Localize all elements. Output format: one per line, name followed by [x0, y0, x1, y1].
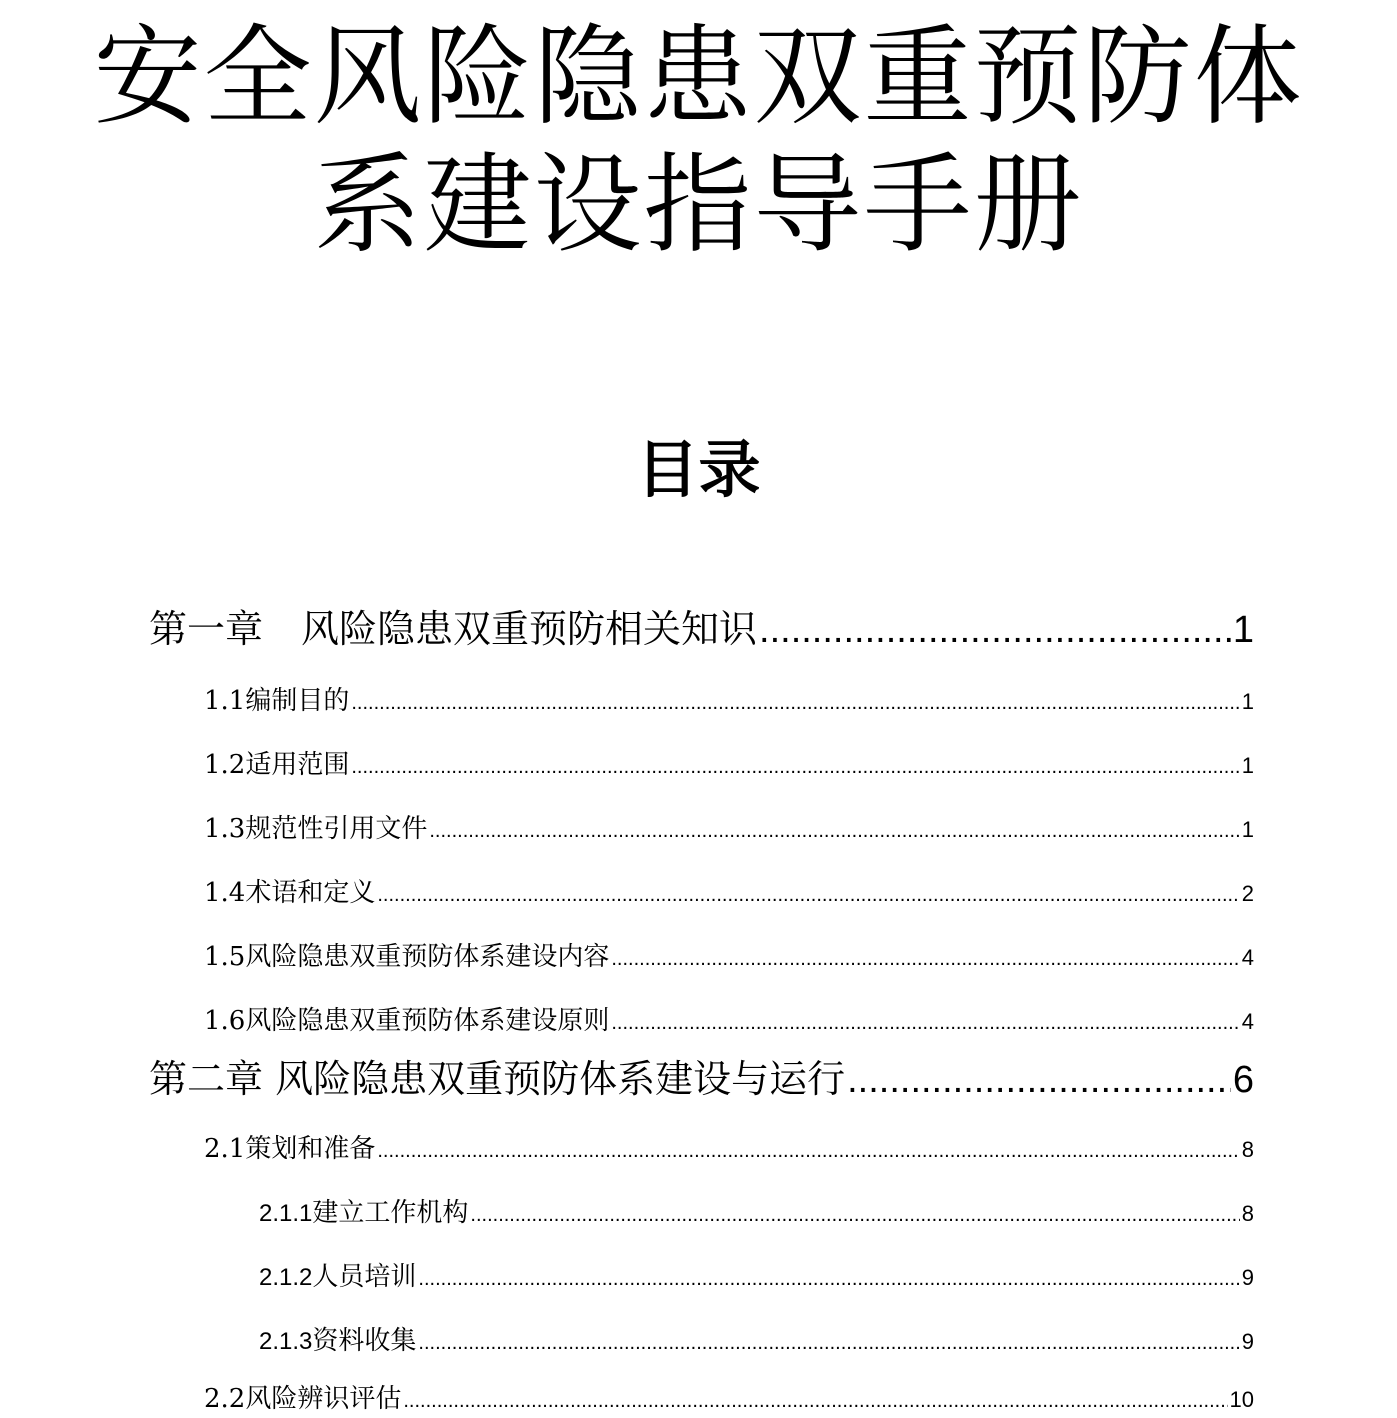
- toc-dot-leader: [429, 820, 1239, 843]
- toc-entry-page: 2: [1241, 881, 1254, 906]
- toc-entry-page: 9: [1241, 1265, 1254, 1290]
- toc-entry-page: 4: [1241, 945, 1254, 970]
- toc-entry-1-5[interactable]: [204, 936, 1254, 976]
- toc-entry-number: 2.2: [204, 1384, 246, 1414]
- toc-entry-page: 1: [1241, 817, 1254, 842]
- toc-entry-label: 风险隐患双重预防体系建设内容: [245, 942, 610, 972]
- toc-entry-number: 2.1.3: [259, 1328, 313, 1355]
- toc-entry-number: 2.1: [204, 1134, 246, 1164]
- toc-entry-1-6[interactable]: [204, 1000, 1254, 1040]
- toc-entry-page: 8: [1241, 1201, 1254, 1226]
- toc-entry-page: 4: [1241, 1009, 1254, 1034]
- document-title-line-2: 系建设指导手册: [313, 143, 1084, 268]
- toc-entry-label: 风险隐患双重预防体系建设原则: [245, 1006, 610, 1036]
- toc-entry-2-1[interactable]: [204, 1128, 1254, 1168]
- toc-entry-number: 1.3: [204, 814, 246, 844]
- toc-dot-leader: [377, 1140, 1239, 1163]
- toc-entry-label: 编制目的: [245, 686, 350, 716]
- toc-entry-label: 规范性引用文件: [245, 814, 428, 844]
- toc-entry-1-4[interactable]: [204, 872, 1254, 912]
- toc-dot-leader: [351, 692, 1239, 715]
- toc-entry-page: 6: [1232, 1059, 1254, 1101]
- toc-entry-2-1-1[interactable]: [259, 1192, 1254, 1232]
- toc-dot-leader: [611, 948, 1239, 971]
- toc-dot-leader: [847, 1059, 1231, 1102]
- toc-entry-label: 资料收集: [312, 1326, 417, 1356]
- toc-dot-leader: [351, 756, 1239, 779]
- toc-dot-leader: [403, 1390, 1227, 1413]
- toc-entry-label: 策划和准备: [245, 1134, 376, 1164]
- toc-entry-2-1-3[interactable]: [259, 1320, 1254, 1360]
- toc-entry-page: 9: [1241, 1329, 1254, 1354]
- toc-entry-label: 适用范围: [245, 750, 350, 780]
- toc-dot-leader: [418, 1268, 1239, 1291]
- toc-entry-label: 第一章 风险隐患双重预防相关知识: [149, 607, 758, 651]
- toc-entry-page: 1: [1232, 609, 1254, 651]
- toc-entry-number: 2.1.1: [259, 1200, 313, 1227]
- toc-entry-page: 1: [1241, 689, 1254, 714]
- toc-entry-label: 人员培训: [312, 1262, 417, 1292]
- toc-entry-2-1-2[interactable]: [259, 1256, 1254, 1296]
- toc-entry-1-2[interactable]: [204, 744, 1254, 784]
- toc-dot-leader: [759, 609, 1231, 652]
- toc-dot-leader: [611, 1012, 1239, 1035]
- toc-entry-label: 术语和定义: [245, 878, 376, 908]
- toc-entry-number: 1.5: [204, 942, 246, 972]
- document-title-line-1: 安全风险隐患双重预防体: [93, 15, 1304, 140]
- toc-entry-chapter-1[interactable]: [149, 598, 1254, 650]
- toc-entry-page: 8: [1241, 1137, 1254, 1162]
- toc-entry-number: 1.6: [204, 1006, 246, 1036]
- toc-entry-2-2[interactable]: [204, 1378, 1254, 1418]
- toc-entry-number: 1.2: [204, 750, 246, 780]
- toc-entry-1-3[interactable]: [204, 808, 1254, 848]
- toc-entry-label: 第二章 风险隐患双重预防体系建设与运行: [149, 1057, 846, 1101]
- toc-heading: 目录: [636, 433, 761, 506]
- toc-entry-1-1[interactable]: [204, 680, 1254, 720]
- toc-entry-page: 10: [1229, 1387, 1254, 1412]
- toc-entry-chapter-2[interactable]: [149, 1048, 1254, 1100]
- toc-dot-leader: [377, 884, 1239, 907]
- toc-dot-leader: [470, 1204, 1239, 1227]
- toc-entry-number: 1.1: [204, 686, 246, 716]
- toc-entry-label: 风险辨识评估: [245, 1384, 402, 1414]
- toc-entry-number: 2.1.2: [259, 1264, 313, 1291]
- toc-entry-page: 1: [1241, 753, 1254, 778]
- toc-entry-number: 1.4: [204, 878, 246, 908]
- toc-dot-leader: [418, 1332, 1239, 1355]
- toc-entry-label: 建立工作机构: [312, 1198, 469, 1228]
